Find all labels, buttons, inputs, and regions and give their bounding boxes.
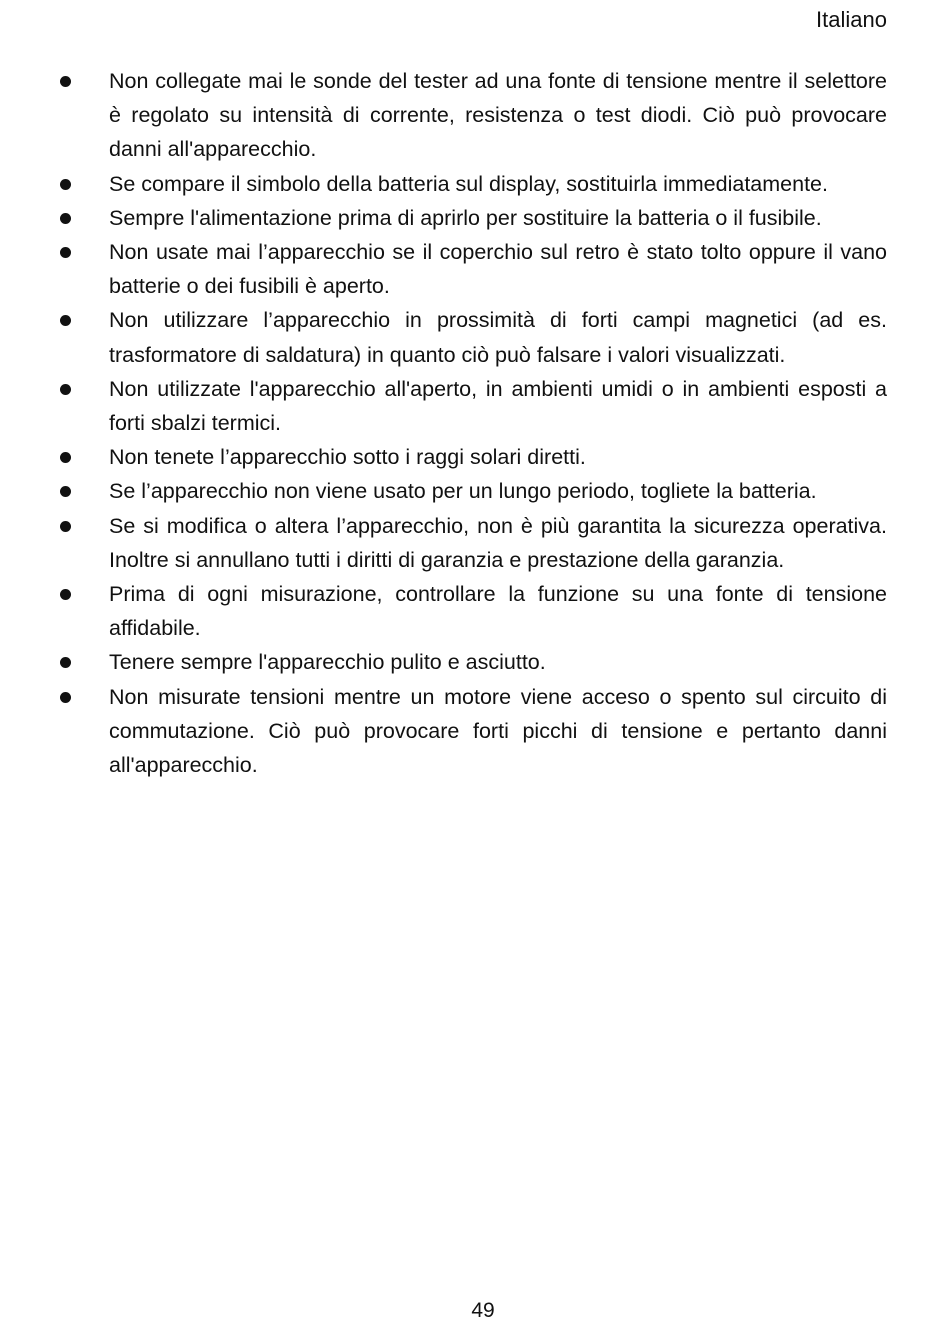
list-item (0, 64, 950, 167)
list-item (0, 509, 950, 577)
safety-instructions-list (0, 64, 950, 782)
list-item-text: Non utilizzate l'apparecchio all'aperto, in ambienti umidi o in ambienti esposti a forti sbalzi termici. (109, 376, 887, 436)
list-item (0, 303, 950, 371)
language-label: Italiano (816, 7, 887, 32)
list-item-text: Sempre l'alimentazione prima di aprirlo per sostituire la batteria o il fusibile. (109, 205, 822, 230)
bullet-icon (60, 521, 71, 532)
bullet-icon (60, 452, 71, 463)
list-item-text: Prima di ogni misurazione, controllare la funzione su una fonte di tensione affidabile. (109, 582, 887, 641)
bullet-icon (60, 486, 71, 497)
bullet-icon (60, 76, 71, 87)
list-item (0, 201, 950, 235)
list-item (0, 680, 950, 783)
bullet-icon (60, 247, 71, 258)
list-item-text: Se si modifica o altera l’apparecchio, non è più garantita la sicurezza operativa. Inoltre si annullano tutti i diritti di garanzia e prestazione della garanzia. (109, 513, 887, 572)
list-item (0, 577, 950, 645)
bullet-icon (60, 692, 71, 703)
list-item-text: Se compare il simbolo della batteria sul display, sostituirla immediatamente. (109, 171, 828, 196)
bullet-icon (60, 657, 71, 668)
bullet-icon (60, 384, 71, 395)
list-item (0, 645, 950, 679)
list-item (0, 474, 950, 508)
list-item-text: Non misurate tensioni mentre un motore viene acceso o spento sul circuito di commutazione. Ciò può provocare forti picchi di tensione e pertanto danni all'apparecchio. (109, 684, 887, 778)
list-item-text: Non usate mai l’apparecchio se il coperchio sul retro è stato tolto oppure il vano batterie o dei fusibili è aperto. (109, 240, 887, 299)
list-item (0, 167, 950, 201)
list-item-text: Non collegate mai le sonde del tester ad una fonte di tensione mentre il selettore è regolato su intensità di corrente, resistenza o test diodi. Ciò può provocare danni all'apparecchio. (109, 69, 887, 162)
bullet-icon (60, 589, 71, 600)
list-item (0, 440, 950, 474)
list-item-text: Se l’apparecchio non viene usato per un lungo periodo, togliete la batteria. (109, 479, 817, 504)
list-item-text: Non tenete l’apparecchio sotto i raggi solari diretti. (109, 445, 586, 470)
bullet-icon (60, 315, 71, 326)
list-item (0, 372, 950, 440)
page-number: 49 (471, 1299, 495, 1322)
list-item (0, 235, 950, 303)
bullet-icon (60, 179, 71, 190)
list-item-text: Non utilizzare l’apparecchio in prossimità di forti campi magnetici (ad es. trasformatore di saldatura) in quanto ciò può falsare i valori visualizzati. (109, 308, 887, 367)
bullet-icon (60, 213, 71, 224)
list-item-text: Tenere sempre l'apparecchio pulito e asciutto. (109, 650, 546, 675)
